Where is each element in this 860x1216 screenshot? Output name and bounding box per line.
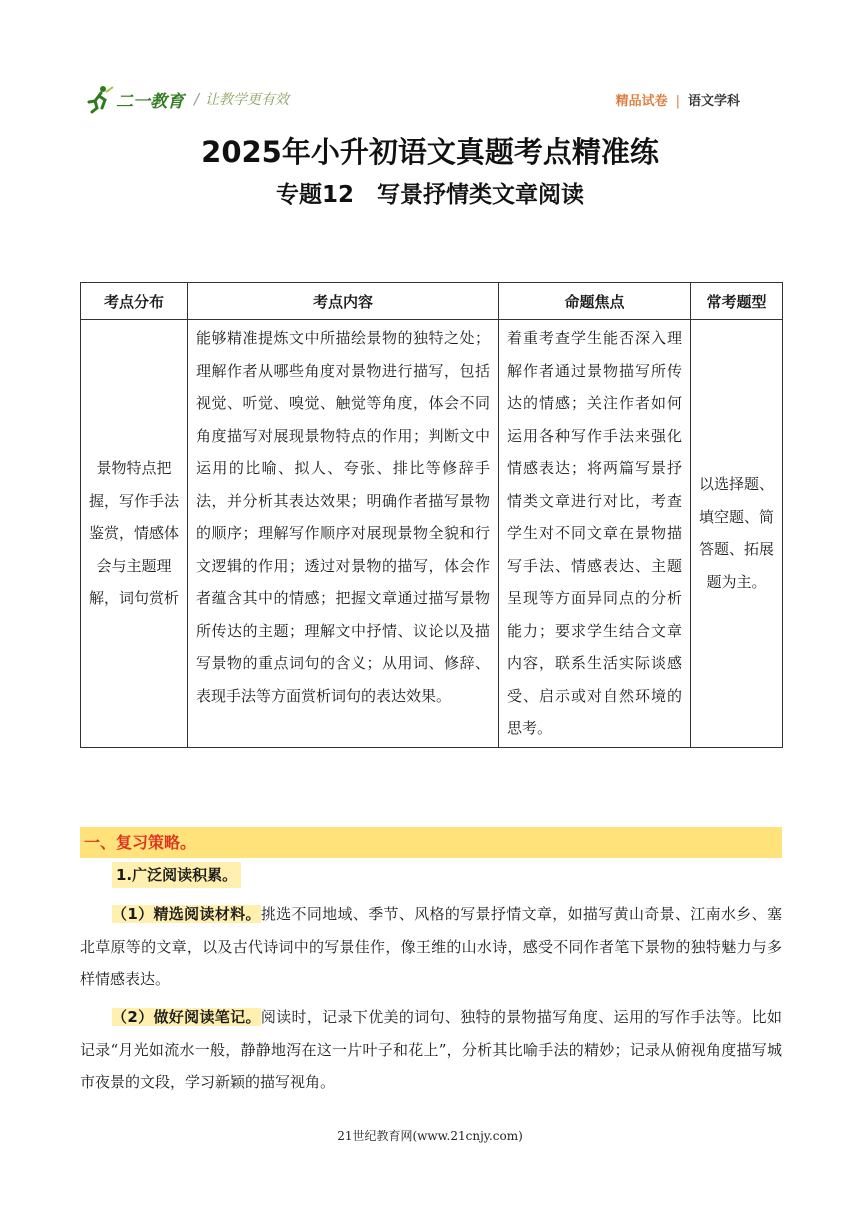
runner-logo-icon [84, 84, 114, 114]
paragraph-1 [80, 898, 782, 996]
paragraph-1-label: （1）精选阅读材料。 [112, 905, 261, 923]
exam-point-table [80, 282, 783, 748]
section-heading: 一、复习策略。 [84, 833, 197, 852]
section-heading-band [80, 827, 782, 858]
cell-distribution: 景物特点把握，写作手法鉴赏，情感体会与主题理解，词句赏析 [81, 320, 188, 748]
cell-types: 以选择题、填空题、简答题、拓展题为主。 [691, 320, 783, 748]
tag-subject: 语文学科 [687, 94, 740, 109]
page-footer: 21世纪教育网(www.21cnjy.com) [337, 1129, 523, 1143]
paragraph-2 [80, 1001, 782, 1099]
header-tags [616, 90, 740, 109]
table-header-row [81, 283, 783, 320]
page-header [84, 82, 740, 118]
paragraph-2-label: （2）做好阅读笔记。 [112, 1008, 261, 1026]
point-heading: 1.广泛阅读积累。 [112, 862, 241, 888]
tag-premium: 精品试卷 [615, 94, 668, 109]
header-distribution: 考点分布 [81, 283, 188, 320]
paragraph-2-text: 阅读时，记录下优美的词句、独特的景物描写角度、运用的写作手法等。比如记录“月光如流水一般，静静地泻在这一片叶子和花上”，分析其比喻手法的精妙；记录从俯视角度描写城市夜景的文段，学习新颖的描写视角。 [80, 1008, 782, 1091]
header-content: 考点内容 [188, 283, 499, 320]
paragraph-1-text: 挑选不同地域、季节、风格的写景抒情文章，如描写黄山奇景、江南水乡、塞北草原等的文章，以及古代诗词中的写景佳作，像王维的山水诗，感受不同作者笔下景物的独特魅力与多样情感表达。 [80, 905, 782, 988]
cell-focus: 着重考查学生能否深入理解作者通过景物描写所传达的情感；关注作者如何运用各种写作手法来强化情感表达；将两篇写景抒情类文章进行对比，考查学生对不同文章在景物描写手法、情感表达、主题呈现等方面异同点的分析能力；要求学生结合文章内容，联系生活实际谈感受、启示或对自然环境的思考。 [499, 320, 691, 748]
table-row [81, 320, 783, 748]
header-separator: / [194, 90, 200, 108]
cell-content: 能够精准提炼文中所描绘景物的独特之处；理解作者从哪些角度对景物进行描写，包括视觉、听觉、嗅觉、触觉等角度，体会不同角度描写对展现景物特点的作用；判断文中运用的比喻、拟人、夸张、排比等修辞手法，并分析其表达效果；明确作者描写景物的顺序；理解写作顺序对展现景物全貌和行文逻辑的作用；透过对景物的描写，体会作者蕴含其中的情感；把握文章通过描写景物所传达的主题；理解文中抒情、议论以及描写景物的重点词句的含义；从用词、修辞、表现手法等方面赏析词句的表达效果。 [188, 320, 499, 748]
page-subtitle: 专题12 写景抒情类文章阅读 [275, 182, 584, 208]
page-title: 2025年小升初语文真题考点精准练 [201, 135, 659, 169]
tag-separator: | [675, 94, 680, 109]
logo [84, 82, 289, 116]
slogan: 让教学更有效 [205, 92, 290, 108]
header-focus: 命题焦点 [499, 283, 691, 320]
header-types: 常考题型 [691, 283, 783, 320]
brand-name: 二一教育 [116, 91, 184, 112]
